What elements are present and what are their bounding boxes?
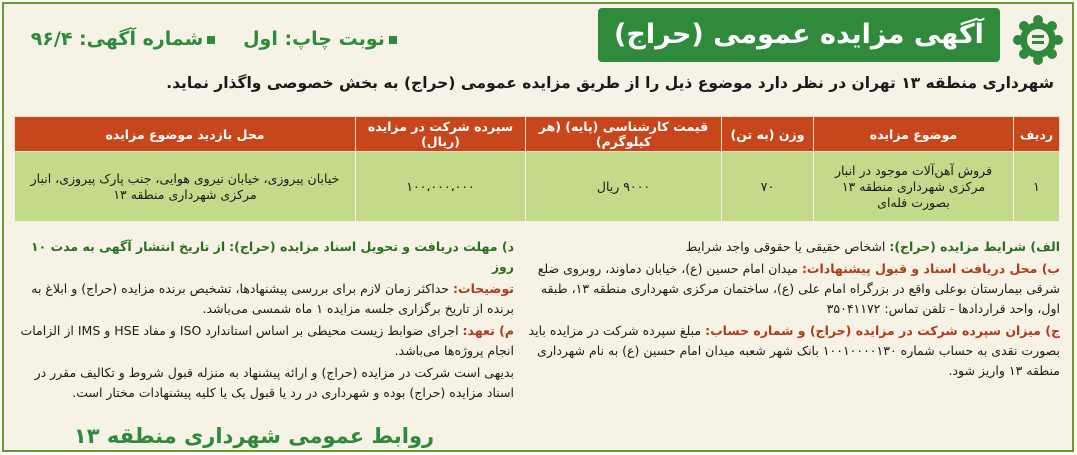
- ad-number-label: شماره آگهی: ۹۶/۴: [30, 28, 204, 50]
- condition-final-text: بدیهی است شرکت در مزایده (حراج) و ارائه پیشنهاد به منزله قبول شروط و تکالیف مقرر در اسناد مزایده (حراج) بوده و شهرداری در رد یا قبول یک یا کلیه پیشنهادات مختار است.: [34, 365, 514, 400]
- condition-m-text: اجرای ضوابط زیست محیطی بر اساس استاندارد ISO و مفاد HSE و IMS از الزامات انجام پروژه‌ها می‌باشد.: [20, 323, 514, 358]
- header-row-number: ردیف: [1014, 117, 1060, 152]
- condition-d-text: از تاریخ انتشار آگهی به مدت ۱۰ روز: [31, 239, 514, 274]
- bullet-square-icon: [389, 36, 397, 44]
- public-relations-signature: روابط عمومی شهرداری منطقه ۱۳: [73, 424, 435, 448]
- condition-c-title: ج) میزان سپرده شرکت در مزایده (حراج) و شماره حساب:: [705, 323, 1060, 338]
- condition-b-text: میدان امام حسین (ع)، خیابان دماوند، روبروی ضلع شرقی بیمارستان بوعلی واقع در بزرگراه امام علی (ع)، ساختمان مرکزی شهرداری منطقه ۱۳، طبقه اول، واحد قراردادها - تلفن تماس: ۳۵۰۴۱۱۷۲: [537, 261, 1060, 316]
- header-location: محل بازدید موضوع مزایده: [15, 117, 356, 152]
- cell-row-number: ۱: [1014, 152, 1060, 222]
- condition-c-text: مبلغ سپرده شرکت در مزایده باید بصورت نقدی به حساب شماره ۱۰۰۱۰۰۰۰۱۳۰ بانک شهر شعبه میدان امام حسین (ع) به نام شهرداری منطقه ۱۳ واریز شود.: [528, 323, 1060, 378]
- ad-header: [4, 4, 1072, 66]
- cell-weight: ۷۰: [722, 152, 814, 222]
- ad-number: [12, 22, 238, 56]
- condition-notes-title: توضیحات:: [453, 281, 514, 296]
- cell-location: خیابان پیروزی، خیابان نیروی هوایی، جنب پارک پیروزی، انبار مرکزی شهرداری منطقه ۱۳: [15, 152, 356, 222]
- auction-advertisement: [2, 2, 1074, 452]
- print-round-label: نوبت چاپ: اول: [243, 28, 385, 50]
- tehran-municipality-logo-icon: [1012, 14, 1064, 66]
- condition-d: [14, 237, 514, 277]
- header-weight: وزن (به تن): [722, 117, 814, 152]
- condition-m: [14, 321, 514, 361]
- bullet-square-icon: [207, 36, 215, 44]
- condition-notes: [14, 279, 514, 319]
- print-round: [242, 22, 402, 56]
- header-price: قیمت کارشناسی (پایه) (هر کیلوگرم): [526, 117, 722, 152]
- header-subject: موضوع مزایده: [814, 117, 1014, 152]
- conditions-left-column: [14, 237, 514, 405]
- condition-final: [14, 363, 514, 403]
- cell-subject: فروش آهن‌آلات موجود در انبار مرکزی شهرداری منطقه ۱۳ بصورت فله‌ای: [814, 152, 1014, 222]
- cell-price: ۹۰۰۰ ریال: [526, 152, 722, 222]
- header-deposit: سپرده شرکت در مزایده (ریال): [356, 117, 526, 152]
- cell-deposit: ۱۰۰،۰۰۰،۰۰۰: [356, 152, 526, 222]
- condition-a: [522, 237, 1060, 257]
- condition-b: [522, 259, 1060, 319]
- condition-d-title: د) مهلت دریافت و تحویل اسناد مزایده (حراج):: [229, 239, 514, 254]
- condition-a-text: اشخاص حقیقی یا حقوقی واجد شرایط: [685, 239, 886, 254]
- intro-text: شهرداری منطقه ۱۳ تهران در نظر دارد موضوع ذیل را از طریق مزایده عمومی (حراج) به بخش خصوصی واگذار نماید.: [166, 74, 1054, 92]
- conditions-right-column: [522, 237, 1060, 383]
- condition-c: [522, 321, 1060, 381]
- condition-notes-text: حداکثر زمان لازم برای بررسی پیشنهادها، تشخیص برنده مزایده (حراج) و ابلاغ به برنده از تاریخ برگزاری جلسه مزایده ۱ ماه شمسی می‌باشد.: [31, 281, 514, 316]
- table-header-row: [15, 117, 1060, 152]
- condition-a-title: الف) شرایط مزایده (حراج):: [889, 239, 1060, 254]
- condition-m-title: م) تعهد:: [462, 323, 514, 338]
- condition-b-title: ب) محل دریافت اسناد و قبول پیشنهادات:: [801, 261, 1060, 276]
- table-row: [15, 152, 1060, 222]
- auction-items-table: [14, 116, 1060, 222]
- ad-title: آگهی مزایده عمومی (حراج): [598, 8, 1000, 62]
